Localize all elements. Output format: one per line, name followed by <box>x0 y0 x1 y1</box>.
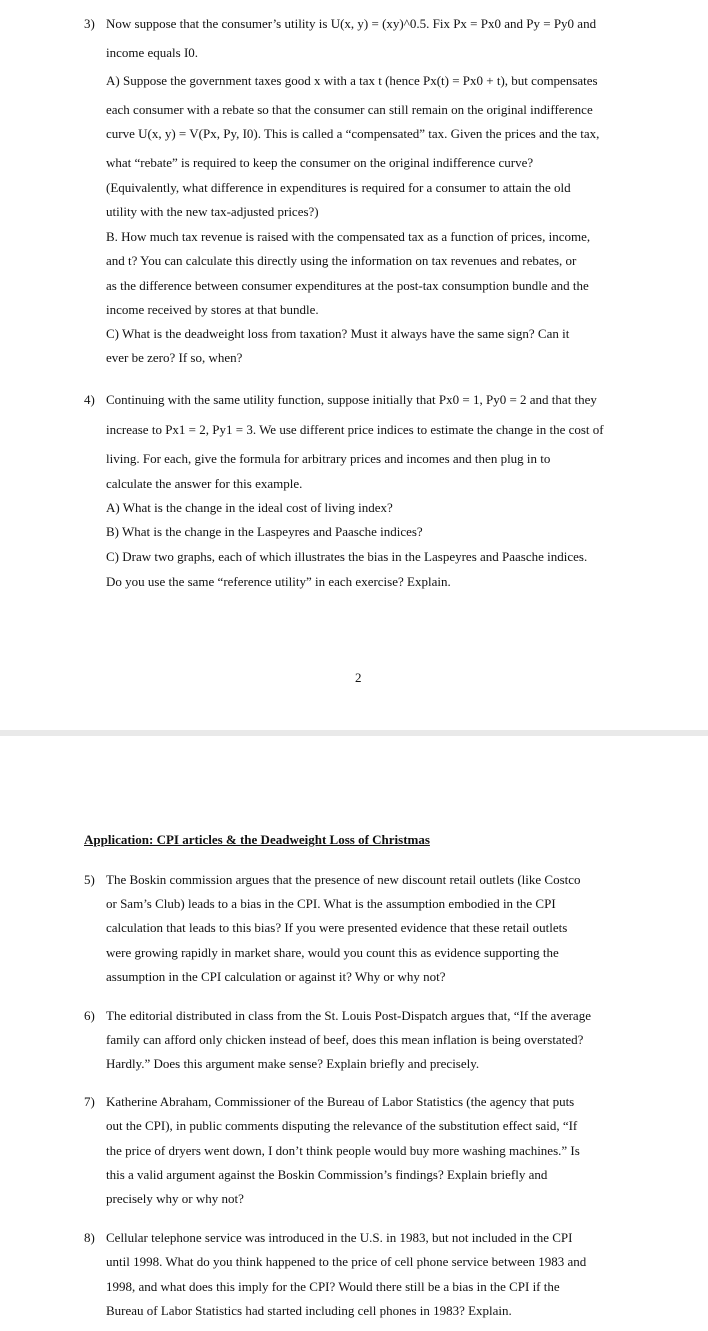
question-line: Hardly.” Does this argument make sense? Explain briefly and precisely. <box>106 1056 480 1071</box>
question-line: Bureau of Labor Statistics had started including cell phones in 1983? Explain. <box>106 1303 512 1318</box>
question-line: ever be zero? If so, when? <box>106 350 243 365</box>
page-2 <box>0 736 708 1331</box>
question-line: B) What is the change in the Laspeyres and Paasche indices? <box>106 524 423 539</box>
question-line: curve U(x, y) = V(Px, Py, I0). This is called a “compensated” tax. Given the prices and the tax, <box>106 126 600 141</box>
question-line: family can afford only chicken instead of beef, does this mean inflation is being overstated? <box>106 1032 584 1047</box>
question-line: calculation that leads to this bias? If you were presented evidence that these retail outlets <box>106 920 568 935</box>
question-line: what “rebate” is required to keep the consumer on the original indifference curve? <box>106 155 534 170</box>
question-line: income received by stores at that bundle. <box>106 302 319 317</box>
question-line: A) Suppose the government taxes good x with a tax t (hence Px(t) = Px0 + t), but compensates <box>106 73 598 88</box>
question-number: 5) <box>84 872 95 887</box>
question-line: Cellular telephone service was introduced in the U.S. in 1983, but not included in the CPI <box>106 1230 573 1245</box>
question-line: the price of dryers went down, I don’t think people would buy more washing machines.” Is <box>106 1143 580 1158</box>
question-line: B. How much tax revenue is raised with the compensated tax as a function of prices, income, <box>106 229 591 244</box>
question-line: were growing rapidly in market share, would you count this as evidence supporting the <box>106 945 559 960</box>
question-line: calculate the answer for this example. <box>106 476 303 491</box>
question-line: out the CPI), in public comments disputing the relevance of the substitution effect said, “If <box>106 1118 578 1133</box>
question-line: The editorial distributed in class from the St. Louis Post-Dispatch argues that, “If the average <box>106 1008 591 1023</box>
page-number: 2 <box>355 670 362 685</box>
question-line: increase to Px1 = 2, Py1 = 3. We use different price indices to estimate the change in the cost of <box>106 422 604 437</box>
question-line: C) Draw two graphs, each of which illustrates the bias in the Laspeyres and Paasche indices. <box>106 549 588 564</box>
question-number: 3) <box>84 16 95 31</box>
question-line: Katherine Abraham, Commissioner of the Bureau of Labor Statistics (the agency that puts <box>106 1094 575 1109</box>
question-line: Continuing with the same utility function, suppose initially that Px0 = 1, Py0 = 2 and that they <box>106 392 597 407</box>
question-number: 4) <box>84 392 95 407</box>
question-line: Do you use the same “reference utility” in each exercise? Explain. <box>106 574 451 589</box>
question-line: Now suppose that the consumer’s utility is U(x, y) = (xy)^0.5. Fix Px = Px0 and Py = Py0 and <box>106 16 597 31</box>
question-line: (Equivalently, what difference in expenditures is required for a consumer to attain the old <box>106 180 571 195</box>
question-number: 7) <box>84 1094 95 1109</box>
question-line: or Sam’s Club) leads to a bias in the CPI. What is the assumption embodied in the CPI <box>106 896 556 911</box>
question-number: 8) <box>84 1230 95 1245</box>
question-line: this a valid argument against the Boskin Commission’s findings? Explain briefly and <box>106 1167 548 1182</box>
question-line: utility with the new tax-adjusted prices?) <box>106 204 319 219</box>
question-line: until 1998. What do you think happened to the price of cell phone service between 1983 and <box>106 1254 587 1269</box>
question-line: A) What is the change in the ideal cost of living index? <box>106 500 393 515</box>
question-line: living. For each, give the formula for arbitrary prices and incomes and then plug in to <box>106 451 551 466</box>
question-line: The Boskin commission argues that the presence of new discount retail outlets (like Costco <box>106 872 581 887</box>
question-line: each consumer with a rebate so that the consumer can still remain on the original indifference <box>106 102 593 117</box>
question-line: 1998, and what does this imply for the CPI? Would there still be a bias in the CPI if the <box>106 1279 560 1294</box>
question-line: and t? You can calculate this directly using the information on tax revenues and rebates, or <box>106 253 577 268</box>
question-line: income equals I0. <box>106 45 199 60</box>
section-heading: Application: CPI articles & the Deadweight Loss of Christmas <box>84 832 430 847</box>
question-line: as the difference between consumer expenditures at the post-tax consumption bundle and the <box>106 278 589 293</box>
question-number: 6) <box>84 1008 95 1023</box>
question-line: precisely why or why not? <box>106 1191 244 1206</box>
question-line: assumption in the CPI calculation or against it? Why or why not? <box>106 969 446 984</box>
question-line: C) What is the deadweight loss from taxation? Must it always have the same sign? Can it <box>106 326 570 341</box>
